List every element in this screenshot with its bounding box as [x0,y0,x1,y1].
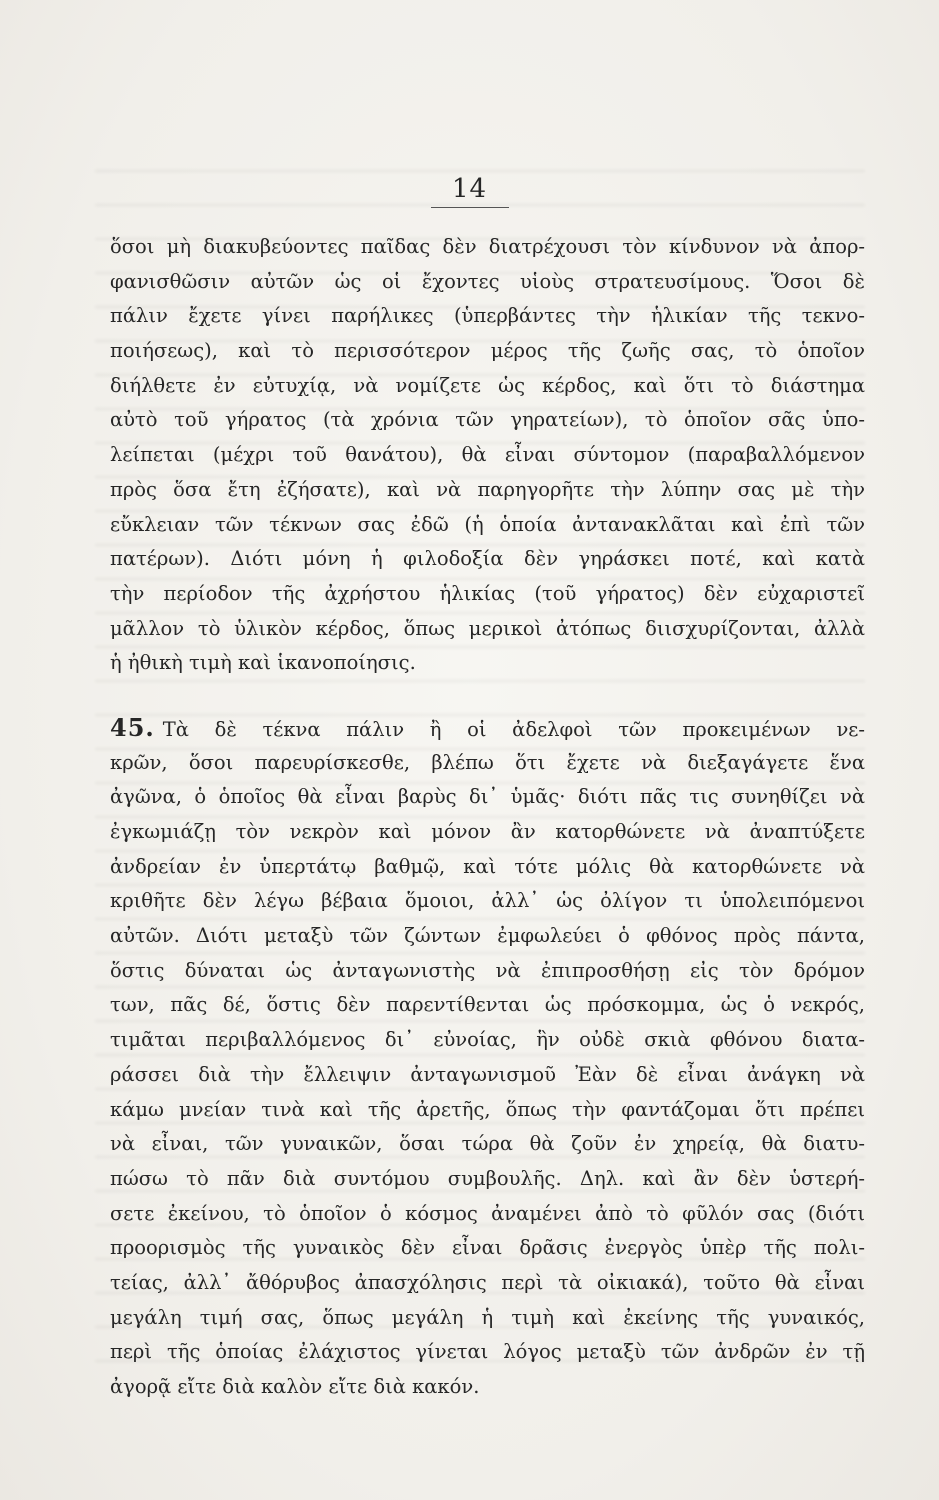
text-line: διήλθετε ἐν εὐτυχίᾳ, νὰ νομίζετε ὡς κέρδος, καὶ ὅτι τὸ διάστημα [110,373,865,397]
text-line: ἀνδρείαν ἐν ὑπερτάτῳ βαθμῷ, καὶ τότε μόλις θὰ κατορθώνετε νὰ [110,854,865,878]
text-line: των, πᾶς δέ, ὅστις δὲν παρεντίθενται ὡς πρόσκομμα, ὡς ὁ νεκρός, [110,993,865,1017]
text-line: ἡ ἠθικὴ τιμὴ καὶ ἱκανοποίησις. [110,651,416,675]
text-line: εὔκλειαν τῶν τέκνων σας ἐδῶ (ἡ ὁποία ἀντανακλᾶται καὶ ἐπὶ τῶν [110,512,865,536]
page-number-rule [431,207,509,208]
text-line: σετε ἐκείνου, τὸ ὁποῖον ὁ κόσμος ἀναμένει ἀπὸ τὸ φῦλόν σας (διότι [110,1201,865,1225]
text-line: λείπεται (μέχρι τοῦ θανάτου), θὰ εἶναι σύντομον (παραβαλλόμενον [110,443,865,467]
text-line: ἀγῶνα, ὁ ὁποῖος θὰ εἶναι βαρὺς δι᾽ ὑμᾶς· διότι πᾶς τις συνηθίζει νὰ [110,785,865,809]
text-line: κρῶν, ὅσοι παρευρίσκεσθε, βλέπω ὅτι ἔχετε νὰ διεξαγάγετε ἕνα [110,750,865,774]
text-line: πώσω τὸ πᾶν διὰ συντόμου συμβουλῆς. Δηλ. καὶ ἂν δὲν ὑστερή- [110,1166,865,1190]
text-line: ποιήσεως), καὶ τὸ περισσότερον μέρος τῆς ζωῆς σας, τὸ ὁποῖον [110,339,865,363]
paragraph-44-continuation [110,230,865,681]
text-line: ἐγκωμιάζῃ τὸν νεκρὸν καὶ μόνον ἂν κατορθώνετε νὰ ἀναπτύξετε [110,820,865,843]
text-line: τιμᾶται περιβαλλόμενος δι᾽ εὐνοίας, ἣν οὐδὲ σκιὰ φθόνου διατα- [110,1028,865,1052]
text-line: τείας, ἀλλ᾽ ἄθόρυβος ἀπασχόλησις περὶ τὰ οἰκιακά), τοῦτο θὰ εἶναι [110,1270,865,1294]
text-line: μεγάλη τιμή σας, ὅπως μεγάλη ἡ τιμὴ καὶ ἐκείνης τῆς γυναικός, [110,1305,865,1329]
text-line: νὰ εἶναι, τῶν γυναικῶν, ὅσαι τώρα θὰ ζοῦν ἐν χηρείᾳ, θὰ διατυ- [110,1132,865,1156]
text-line: πάλιν ἔχετε γίνει παρήλικες (ὑπερβάντες τὴν ἡλικίαν τῆς τεκνο- [110,304,865,328]
text-line: πρὸς ὅσα ἔτη ἐζήσατε), καὶ νὰ παρηγορῆτε τὴν λύπην σας μὲ τὴν [110,477,865,501]
text-line: ὅστις δύναται ὡς ἀνταγωνιστὴς νὰ ἐπιπροσθήσῃ εἰς τὸν δρόμον [110,958,865,982]
text-line: ράσσει διὰ τὴν ἔλλειψιν ἀνταγωνισμοῦ Ἐὰν δὲ εἶναι ἀνάγκη νὰ [110,1062,865,1086]
text-line: πατέρων). Διότι μόνη ἡ φιλοδοξία δὲν γηράσκει ποτέ, καὶ κατὰ [110,547,865,571]
text-line: μᾶλλον τὸ ὑλικὸν κέρδος, ὅπως μερικοὶ ἀτόπως διισχυρίζονται, ἀλλὰ [110,616,865,640]
text-line: αὐτὸ τοῦ γήρατος (τὰ χρόνια τῶν γηρατείων), τὸ ὁποῖον σᾶς ὑπο- [110,408,865,432]
paragraph-gap [110,681,865,711]
text-line: ὅσοι μὴ διακυβεύοντες παῖδας δὲν διατρέχουσι τὸν κίνδυνον νὰ ἀπορ- [110,235,865,258]
text-line: κάμω μνείαν τινὰ καὶ τῆς ἀρετῆς, ὅπως τὴν φαντάζομαι ὅτι πρέπει [110,1097,865,1121]
text-line: προορισμὸς τῆς γυναικὸς δὲν εἶναι δρᾶσις ἐνεργὸς ὑπὲρ τῆς πολι- [110,1236,865,1260]
section-first-line: Τὰ δὲ τέκνα πάλιν ἢ οἱ ἀδελφοὶ τῶν προκειμένων νε- [162,717,865,741]
text-line: τὴν περίοδον τῆς ἀχρήστου ἡλικίας (τοῦ γήρατος) δὲν εὐχαριστεῖ [110,581,865,605]
text-line: ἀγορᾷ εἴτε διὰ καλὸν εἴτε διὰ κακόν. [110,1375,480,1398]
text-line [110,711,865,746]
paragraph-45 [110,711,865,1405]
text-line: κριθῆτε δὲν λέγω βέβαια ὅμοιοι, ἀλλ᾽ ὡς ὀλίγον τι ὑπολειπόμενοι [110,889,865,913]
text-line: φανισθῶσιν αὐτῶν ὡς οἱ ἔχοντες υἱοὺς στρατευσίμους. Ὅσοι δὲ [110,269,865,293]
text-line: περὶ τῆς ὁποίας ἐλάχιστος γίνεται λόγος μεταξὺ τῶν ἀνδρῶν ἐν τῇ [110,1340,865,1364]
body-text [110,230,865,1405]
section-number: 45. [110,712,155,742]
text-line: αὐτῶν. Διότι μεταξὺ τῶν ζώντων ἐμφωλεύει ὁ φθόνος πρὸς πάντα, [110,924,865,948]
page-number: 14 [451,174,488,204]
